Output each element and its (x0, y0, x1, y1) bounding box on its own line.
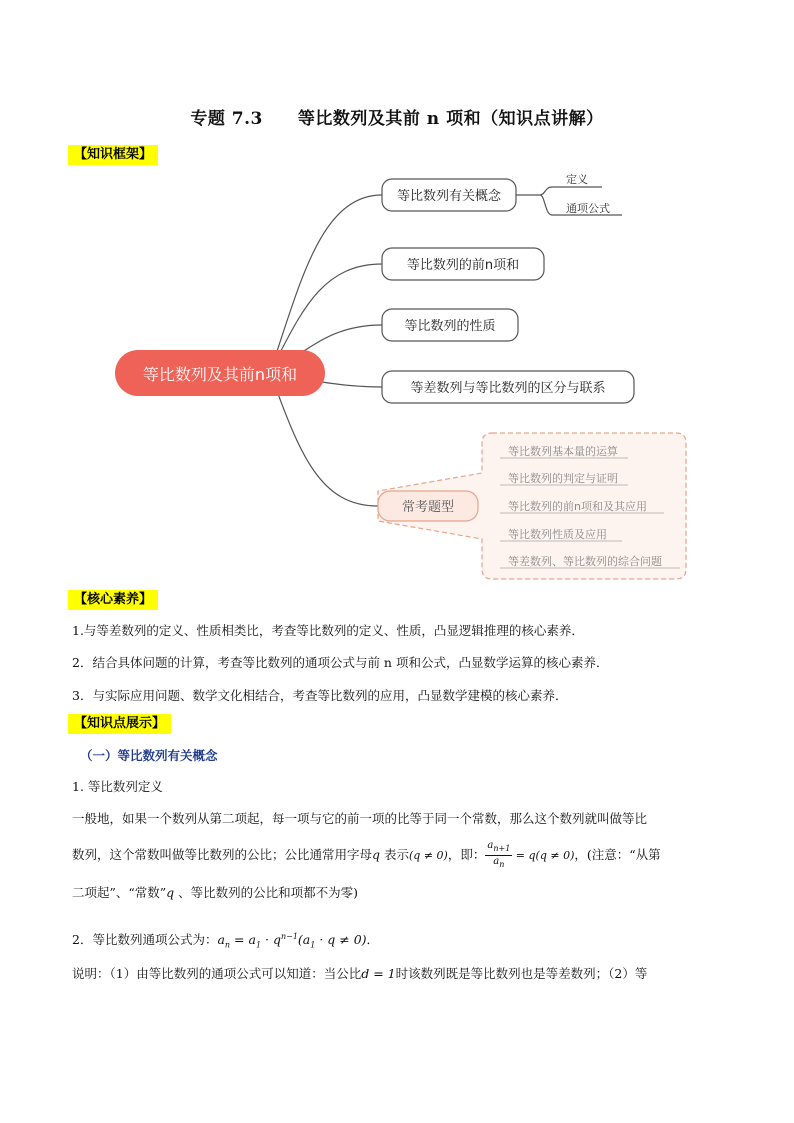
ratio-equals-q: = q(q ≠ 0) (512, 849, 575, 862)
note-text: 时该数列既是等比数列也是等差数列；（2）等 (395, 966, 648, 981)
formula-sub: 1 (255, 940, 262, 950)
point2-line (72, 927, 379, 956)
point1-line2-text: ，即： (447, 847, 486, 862)
subheading-concepts: （一）等比数列有关概念 (80, 748, 218, 763)
branch-node-properties (382, 309, 518, 341)
common-type-item: 等差数列、等比数列的综合问题 (508, 555, 662, 568)
common-type-item: 等比数列基本量的运算 (508, 445, 618, 458)
note-equals-one: = 1 (369, 966, 396, 981)
point1-line3-text: 、等比数列的公比和项都不为零) (174, 885, 359, 900)
point2-end: ． (366, 932, 380, 948)
common-type-item: 等比数列的判定与证明 (508, 472, 618, 485)
general-term-formula (217, 932, 367, 950)
core-item-2: 2．结合具体问题的计算，考查等比数列的通项公式与前 n 项和公式，凸显数学运算的核心素养． (72, 655, 609, 670)
section-tag-framework: 【知识框架】 (68, 145, 158, 165)
branch-label-properties: 等比数列的性质 (404, 319, 496, 334)
note-line (72, 964, 647, 984)
knowledge-mindmap (0, 165, 794, 585)
formula-part: · q (261, 932, 281, 948)
point2-text: 2．等比数列通项公式为： (72, 932, 218, 948)
symbol-d: d (361, 966, 370, 981)
point1-line3-text: 二项起”、“常数” (72, 885, 167, 900)
branch-node-concept (382, 179, 516, 211)
formula-part: = a (230, 932, 256, 948)
frac-denominator-sub: n (499, 860, 505, 869)
common-types-label: 常考题型 (401, 500, 455, 515)
section-tag-core: 【核心素养】 (68, 590, 158, 610)
core-item-3: 3．与实际应用问题、数学文化相结合，考查等比数列的应用，凸显数学建模的核心素养． (72, 688, 568, 703)
formula-part: · q ≠ 0) (315, 932, 367, 948)
common-type-item: 等比数列性质及应用 (508, 528, 607, 541)
section-tag-points: 【知识点展示】 (68, 714, 171, 734)
branch-node-sum (382, 248, 544, 280)
point1-line2 (72, 840, 661, 871)
mindmap-root (115, 350, 325, 396)
frac-denominator: a (493, 856, 500, 867)
point1-line3 (72, 883, 358, 903)
ratio-fraction (485, 840, 512, 871)
condition-q-nonzero: (q ≠ 0) (409, 849, 448, 862)
sub-label-formula: 通项公式 (566, 202, 610, 215)
formula-part: (a (297, 932, 311, 948)
formula-sub: n (224, 940, 231, 950)
branch-label-concept: 等比数列有关概念 (396, 189, 502, 204)
note-text: 说明：（1）由等比数列的通项公式可以知道：当公比 (72, 966, 362, 981)
branch-label-compare: 等差数列与等比数列的区分与联系 (410, 381, 606, 396)
point1-line2-text: 数列，这个常数叫做等比数列的公比；公比通常用字母 (72, 847, 373, 862)
sub-label-definition: 定义 (566, 173, 588, 186)
point1-line2-text: ，(注意：“从第 (574, 847, 661, 862)
frac-numerator-sub: n+1 (493, 844, 511, 853)
common-type-item: 等比数列的前n项和及其应用 (508, 500, 647, 513)
point1-line2-text: 表示 (380, 847, 410, 862)
formula-part: a (217, 932, 225, 948)
formula-sub: 1 (310, 940, 316, 950)
point1-line1: 一般地，如果一个数列从第二项起，每一项与它的前一项的比等于同一个常数，那么这个数列就叫做等比 (72, 811, 648, 826)
branch-node-compare (382, 371, 634, 403)
formula-sup: n−1 (280, 932, 298, 941)
symbol-q: q (166, 885, 175, 900)
root-label: 等比数列及其前n项和 (142, 365, 298, 384)
connector-sub-def (516, 187, 602, 195)
core-item-1: 1.与等差数列的定义、性质相类比，考查等比数列的定义、性质，凸显逻辑推理的核心素养． (72, 623, 584, 638)
symbol-q: q (372, 847, 381, 862)
branch-label-sum: 等比数列的前n项和 (406, 258, 520, 273)
frac-numerator: a (487, 840, 494, 851)
point1-title: 1. 等比数列定义 (72, 779, 163, 794)
document-title: 专题 7.3 等比数列及其前 n 项和（知识点讲解） (190, 109, 604, 129)
